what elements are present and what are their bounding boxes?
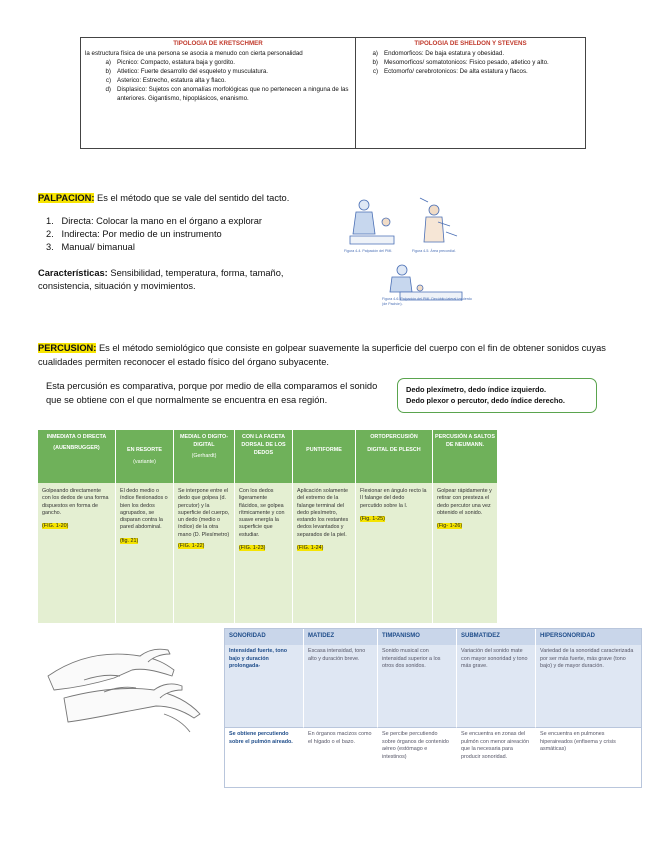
list-item: d) Displasico: Sujetos con anomalías morfológicas que no pertenecen a ninguna de las anteriores. Gigantismo, hipoplásicos, enanismo. (105, 85, 349, 102)
list-item: a) Picnico: Compacto, estatura baja y gordito. (105, 58, 235, 66)
kretschmer-title: TIPOLOGIA DE KRETSCHMER (173, 40, 263, 47)
technique-column: PUNTIFORME Aplicación solamente del extremo de la falange terminal del dedo plesímetro, estando los restantes dedos levantados y separados de la piel. (FIG. 1-24) (293, 430, 356, 623)
percussion-techniques-table (38, 430, 497, 623)
fingers-note (397, 378, 597, 413)
table-row: Se obtiene percutiendo sobre el pulmón aireado. En órganos macizos como el hígado o el bazo. Se percibe percutiendo sobre órganos de contenido aéreo (estómago e intestinos) Se encuentra en zonas del pulmón con menor aireación que la necesaria para producir sonoridad. Se encuentra en pulmones hiperaireados (enfisema y crisis asmáticas) (225, 727, 641, 787)
doctor-figure-2 (390, 265, 462, 300)
technique-column: MEDIAL O DIGITO-DIGITAL (Gerhardt) Se interpone entre el dedo que golpea (d. percutor) y la superficie del cuerpo, un dedo (medio o índice) de la otra mano (D. Plesímetro) (FIG. 1-22) (174, 430, 235, 623)
percusion-heading (38, 341, 628, 369)
percusion-comparative: Esta percusión es comparativa, porque por medio de ella comparamos el sonido que se obtiene con el que normalmente se encuentra en esa región. (46, 381, 378, 405)
list-item: c) Asterico: Estrecho, estatura alta y flaco. (105, 76, 227, 84)
list-item: 1. Directa: Colocar la mano en el órgano a explorar (46, 216, 263, 226)
note-line: Dedo plexímetro, dedo índice izquierdo. (406, 385, 547, 394)
kretschmer-intro: la estructura física de una persona se asocia a menudo con cierta personalidad (85, 49, 303, 57)
list-item: a) Endomorficos: De baja estatura y obesidad. (372, 49, 505, 57)
doctor-figure-1 (350, 200, 394, 244)
list-item: 3. Manual/ bimanual (46, 242, 135, 252)
patient-figure (420, 198, 457, 242)
palpation-illustration (342, 192, 470, 312)
technique-column: ORTOPERCUSIÓN DIGITAL DE PLESCH Flexionar en ángulo recto la II falange del dedo percutido sobre la I. (Fig. 1-25) (356, 430, 433, 623)
characteristics-text: Sensibilidad, temperatura, forma, tamaño, consistencia, situación y movimientos. (38, 268, 284, 291)
palpacion-heading (38, 193, 289, 203)
percusion-term: PERCUSION: (38, 343, 97, 353)
list-item: c) Ectomorfo/ cerebrotonicos: De alta estatura y flacos. (372, 67, 528, 75)
sheldon-list (360, 50, 581, 77)
technique-column: PERCUSIÓN A SALTOS DE NEUMANN. Golpear rápidamente y retirar con presteza el dedo percutor una vez obtenido el sonido. (Fig- 1-26) (433, 430, 497, 623)
sheldon-title: TIPOLOGIA DE SHELDON Y STEVENS (414, 40, 527, 47)
table-row: Intensidad fuerte, tono bajo y duración prolongada- Escasa intensidad, tono alto y duración breve. Sonido musical con intensidad superior a los otros dos sonidos. Variación del sonido mate con mayor sonoridad y tono más grave. Variedad de la sonoridad caracterizada por ser más fuerte, más grave (tono bajo) y de mayor duración. (225, 645, 641, 727)
percussion-sounds-table (224, 628, 642, 788)
sheldon-column (356, 38, 585, 148)
typology-table (80, 37, 586, 149)
percusion-definition: Es el método semiológico que consiste en golpear suavemente la superficie del cuerpo con el fin de obtener sonidos cuyas cualidades permiten reconocer el estado físico del órgano subyacente. (38, 343, 606, 367)
palpacion-list (46, 215, 346, 254)
characteristics-label: Características: (38, 268, 108, 278)
list-item: 2. Indirecta: Por medio de un instrumento (46, 229, 222, 239)
technique-column: INMEDIATA O DIRECTA (AUENBRUGGER) Golpeando directamente con los dedos de una forma dispuestos en forma de gancho. (FIG. 1-20) (38, 430, 116, 623)
palpacion-definition: Es el método que se vale del sentido del tacto. (94, 193, 290, 203)
table-header-row: SONORIDAD MATIDEZ TIMPANISMO SUBMATIDEZ HIPERSONORIDAD (225, 629, 641, 645)
figure-caption: Figura 4-6. Palpación del PMI. Decúbito lateral izquierdo (de Pachón). (382, 297, 472, 306)
figure-caption: Figura 4-4. Palpación del PMI. (344, 249, 393, 253)
technique-column: CON LA FACETA DORSAL DE LOS DEDOS Con los dedos ligeramente flácidos, se golpea rítmicamente y con suave energía la superficie que estudiar. (FIG. 1-23) (235, 430, 293, 623)
technique-column: EN RESORTE (variante) El dedo medio o índice flexionados o bien los dedos agrupados, se disparan contra la pared abdominal. (fig. 21) (116, 430, 174, 623)
figure-caption: Figura 4-5. Área precordial. (412, 249, 456, 253)
palpacion-term: PALPACION: (38, 193, 95, 203)
kretschmer-column (81, 38, 356, 148)
percussion-hands-illustration (44, 628, 206, 733)
list-item: b) Mesomorficos/ somatotonicos: Fisico pesado, atletico y alto. (372, 58, 549, 66)
palpacion-characteristics (38, 267, 288, 293)
kretschmer-list (85, 59, 351, 104)
list-item: b) Atletico: Fuerte desarrollo del esqueleto y musculatura. (105, 67, 268, 75)
note-line: Dedo plexor o percutor, dedo índice derecho. (406, 396, 565, 406)
